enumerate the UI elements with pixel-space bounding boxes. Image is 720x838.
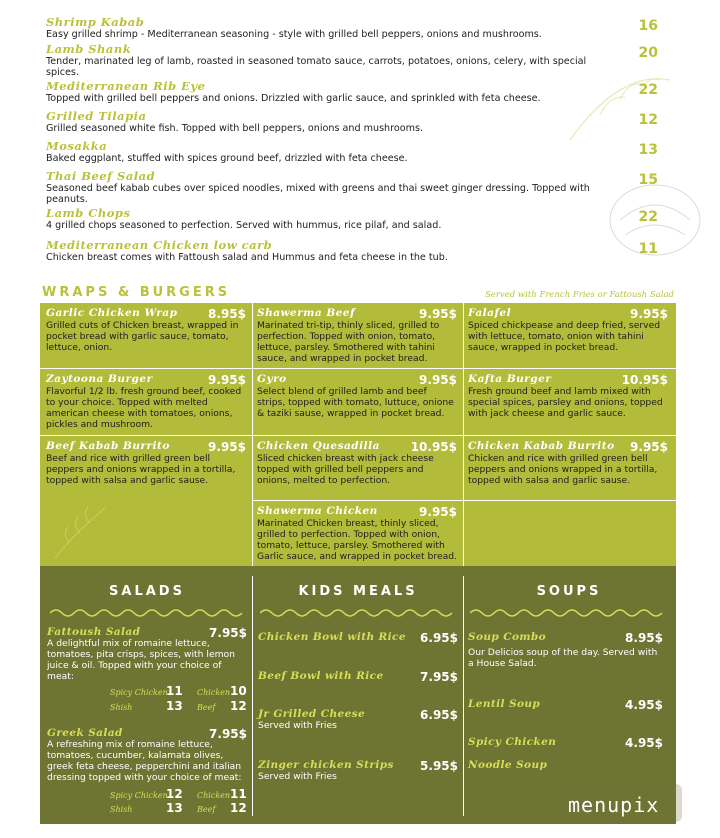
kids-item <box>258 670 458 682</box>
salad-item <box>47 727 247 783</box>
kids-item <box>258 759 458 782</box>
salad-option-label: Spicy Chicken <box>110 688 168 697</box>
entree-price: 13 <box>638 142 658 158</box>
wrap-item-name: Chicken Quesadilla <box>257 440 380 452</box>
wrap-item <box>257 307 457 364</box>
entree-desc: Topped with grilled bell peppers and onions. Drizzled with garlic sauce, and sprinkled with feta cheese. <box>46 93 541 104</box>
wrap-item-price: 9.95$ <box>419 505 457 519</box>
entree-desc: Grilled seasoned white fish. Topped with bell peppers, onions and mushrooms. <box>46 123 424 134</box>
wrap-item-price: 9.95$ <box>419 373 457 387</box>
soup-item <box>468 698 663 710</box>
soup-price: 4.95$ <box>625 698 663 712</box>
wrap-item-desc: Marinated Chicken breast, thinly sliced, grilled to perfection. Topped with onion, tomato, lettuce, parsley. Smothered with Garlic sauce, and wrapped in pocket bread. <box>257 518 457 562</box>
entree-price: 22 <box>638 209 658 225</box>
entree-desc: Tender, marinated leg of lamb, roasted in seasoned tomato sauce, carrots, potatoes, onions, celery, with special spices. <box>46 56 587 78</box>
wraps-section-title: WRAPS & BURGERS <box>42 285 231 300</box>
entree-price: 15 <box>638 172 658 188</box>
wrap-item-price: 10.95$ <box>621 373 668 387</box>
column-divider <box>463 576 464 816</box>
salad-desc: A refreshing mix of romaine lettuce, tomatoes, cucumber, kalamata olives, greek feta cheese, pepperchini and italian dressing topped with your choice of meat: <box>47 739 242 783</box>
wrap-item-name: Beef Kabab Burrito <box>46 440 170 452</box>
entree-name: Lamb Chops <box>46 206 131 220</box>
entree-name: Mediterranean Rib Eye <box>46 79 206 93</box>
wrap-item-price: 9.95$ <box>208 373 246 387</box>
wrap-item-price: 9.95$ <box>419 307 457 321</box>
kids-name: Jr Grilled Cheese <box>258 708 366 720</box>
entree-desc: Baked eggplant, stuffed with spices ground beef, drizzled with feta cheese. <box>46 153 408 164</box>
grid-divider <box>40 435 676 436</box>
wrap-item <box>257 440 457 486</box>
food-sketch-icon <box>600 160 710 280</box>
column-divider <box>252 576 253 816</box>
wrap-item <box>257 505 457 562</box>
herb-sketch-icon <box>50 503 110 563</box>
entree-desc: Chicken breast comes with Fattoush salad and Hummus and feta cheese in the tub. <box>46 252 448 263</box>
wraps-panel <box>40 303 676 566</box>
salad-option-label: Beef <box>197 703 216 712</box>
wrap-item <box>468 307 668 353</box>
salad-option-label: Beef <box>197 805 216 814</box>
wrap-item-desc: Chicken and rice with grilled green bell peppers and onions wrapped in a tortilla, topped with salsa and garlic sause. <box>468 453 658 486</box>
wrap-item-price: 8.95$ <box>208 307 246 321</box>
entree-name: Grilled Tilapia <box>46 109 147 123</box>
wrap-item <box>46 373 246 430</box>
entree-desc: Seasoned beef kabab cubes over spiced noodles, mixed with greens and thai sweet ginger dressing. Topped with peanuts. <box>46 183 590 205</box>
kids-meals-title: KIDS MEALS <box>298 584 418 599</box>
salad-option-price: 13 <box>166 801 183 815</box>
wrap-item-desc: Fresh ground beef and lamb mixed with special spices, parsley and onions, topped with jack cheese and garlic sauce. <box>468 386 663 419</box>
wrap-item <box>46 307 246 353</box>
soup-name: Soup Combo <box>468 631 547 643</box>
watermark-logo: menupix <box>568 793 660 817</box>
salad-option-price: 12 <box>230 801 247 815</box>
soup-price: 4.95$ <box>625 736 663 750</box>
wraps-side-note: Served with French Fries or Fattoush Salad <box>484 290 674 300</box>
kids-name: Chicken Bowl with Rice <box>258 631 406 643</box>
salad-price: 7.95$ <box>209 626 247 640</box>
salad-option-price: 11 <box>166 684 183 698</box>
wrap-item-name: Gyro <box>257 373 287 385</box>
soup-name: Noodle Soup <box>468 759 548 771</box>
salad-option-price: 12 <box>230 699 247 713</box>
salad-price: 7.95$ <box>209 727 247 741</box>
soup-name: Lentil Soup <box>468 698 541 710</box>
kids-price: 5.95$ <box>420 759 458 773</box>
entree-name: Mosakka <box>46 139 108 153</box>
salad-option-price: 13 <box>166 699 183 713</box>
salad-option-price: 11 <box>230 787 247 801</box>
salad-name: Greek Salad <box>47 727 123 739</box>
entree-price: 22 <box>638 82 658 98</box>
wrap-item <box>46 440 246 486</box>
entree-name: Lamb Shank <box>46 42 132 56</box>
wrap-item <box>468 440 668 486</box>
kids-item <box>258 708 458 731</box>
soup-name: Spicy Chicken <box>468 736 557 748</box>
wrap-item-name: Falafel <box>468 307 512 319</box>
entree-name: Shrimp Kabab <box>46 15 145 29</box>
soup-desc: Our Delicios soup of the day. Served with a House Salad. <box>468 647 658 669</box>
wrap-item-name: Chicken Kabab Burrito <box>468 440 615 452</box>
wrap-item-price: 10.95$ <box>410 440 457 454</box>
entree-item <box>46 170 658 207</box>
wrap-item-desc: Grilled cuts of Chicken breast, wrapped in pocket bread with garlic sauce, tomato, lettuce, onion. <box>46 320 239 353</box>
wrap-item-desc: Marinated tri-tip, thinly sliced, grilled to perfection. Topped with onion, tomato, lettuce, parsley. Smothered with tahini sauce, and wrapped in pocket bread. <box>257 320 440 364</box>
kids-item <box>258 631 458 643</box>
kids-price: 6.95$ <box>420 631 458 645</box>
entree-name: Thai Beef Salad <box>46 169 156 183</box>
soup-item <box>468 759 663 771</box>
salad-option-label: Shish <box>110 805 133 814</box>
wrap-item-desc: Sliced chicken breast with jack cheese topped with grilled bell peppers and onions, melted to perfection. <box>257 453 434 486</box>
soup-item <box>468 736 663 748</box>
grid-divider <box>40 368 676 369</box>
wrap-item-name: Zaytoona Burger <box>46 373 153 385</box>
leaf-sketch-icon <box>560 60 680 150</box>
wrap-item-price: 9.95$ <box>630 307 668 321</box>
wave-divider-icon <box>50 608 245 618</box>
wrap-item-desc: Flavorful 1/2 lb. fresh ground beef, cooked to your choice. Topped with melted american cheese with tomatoes, onions, pickles and mushroom. <box>46 386 242 430</box>
salad-option-label: Shish <box>110 703 133 712</box>
kids-price: 6.95$ <box>420 708 458 722</box>
entree-item <box>46 16 658 43</box>
wrap-item-desc: Beef and rice with grilled green bell peppers and onions wrapped in a tortilla, topped with salsa and garlic sause. <box>46 453 236 486</box>
wrap-item-name: Shawerma Beef <box>257 307 356 319</box>
wrap-item <box>468 373 668 419</box>
kids-price: 7.95$ <box>420 670 458 684</box>
entree-item <box>46 239 658 266</box>
grid-divider <box>252 500 676 501</box>
wrap-item-name: Garlic Chicken Wrap <box>46 307 178 319</box>
salad-option-price: 10 <box>230 684 247 698</box>
wave-divider-icon <box>470 608 665 618</box>
wrap-item-name: Kafta Burger <box>468 373 552 385</box>
wrap-item <box>257 373 457 419</box>
salad-option-label: Chicken <box>197 688 231 697</box>
wrap-item-desc: Select blend of grilled lamb and beef strips, topped with tomato, luttuce, onione & taziki sause, wrapped in pocket bread. <box>257 386 454 419</box>
salad-desc: A delightful mix of romaine lettuce, tomatoes, pita crisps, spices, with lemon juice & oil. Topped with your choice of meat: <box>47 638 235 682</box>
kids-name: Beef Bowl with Rice <box>258 670 384 682</box>
entree-price: 20 <box>638 45 658 61</box>
entree-desc: 4 grilled chops seasoned to perfection. Served with hummus, rice pilaf, and salad. <box>46 220 442 231</box>
entree-price: 16 <box>638 18 658 34</box>
entree-price: 11 <box>638 241 658 257</box>
entree-desc: Easy grilled shrimp - Mediterranean seasoning - style with grilled bell peppers, onions and mushrooms. <box>46 29 542 40</box>
kids-name: Zinger chicken Strips <box>258 759 394 771</box>
salad-option-price: 12 <box>166 787 183 801</box>
salad-option-label: Chicken <box>197 791 231 800</box>
entree-name: Mediterranean Chicken low carb <box>46 238 273 252</box>
wave-divider-icon <box>260 608 455 618</box>
salad-option-label: Spicy Chicken <box>110 791 168 800</box>
salads-title: SALADS <box>109 584 185 599</box>
kids-desc: Served with Fries <box>258 720 337 731</box>
soup-item <box>468 631 663 669</box>
soups-title: SOUPS <box>536 584 602 599</box>
wrap-item-name: Shawerma Chicken <box>257 505 378 517</box>
soup-price: 8.95$ <box>625 631 663 645</box>
wrap-item-price: 9.95$ <box>208 440 246 454</box>
wrap-item-price: 9.95$ <box>630 440 668 454</box>
wrap-item-desc: Spiced chickpease and deep fried, served with lettuce, tomato, onion with tahini sauce, wrapped in pocket bread. <box>468 320 661 353</box>
salad-item <box>47 626 247 682</box>
entree-item <box>46 207 658 239</box>
entree-price: 12 <box>638 112 658 128</box>
salad-name: Fattoush Salad <box>47 626 141 638</box>
kids-desc: Served with Fries <box>258 771 337 782</box>
